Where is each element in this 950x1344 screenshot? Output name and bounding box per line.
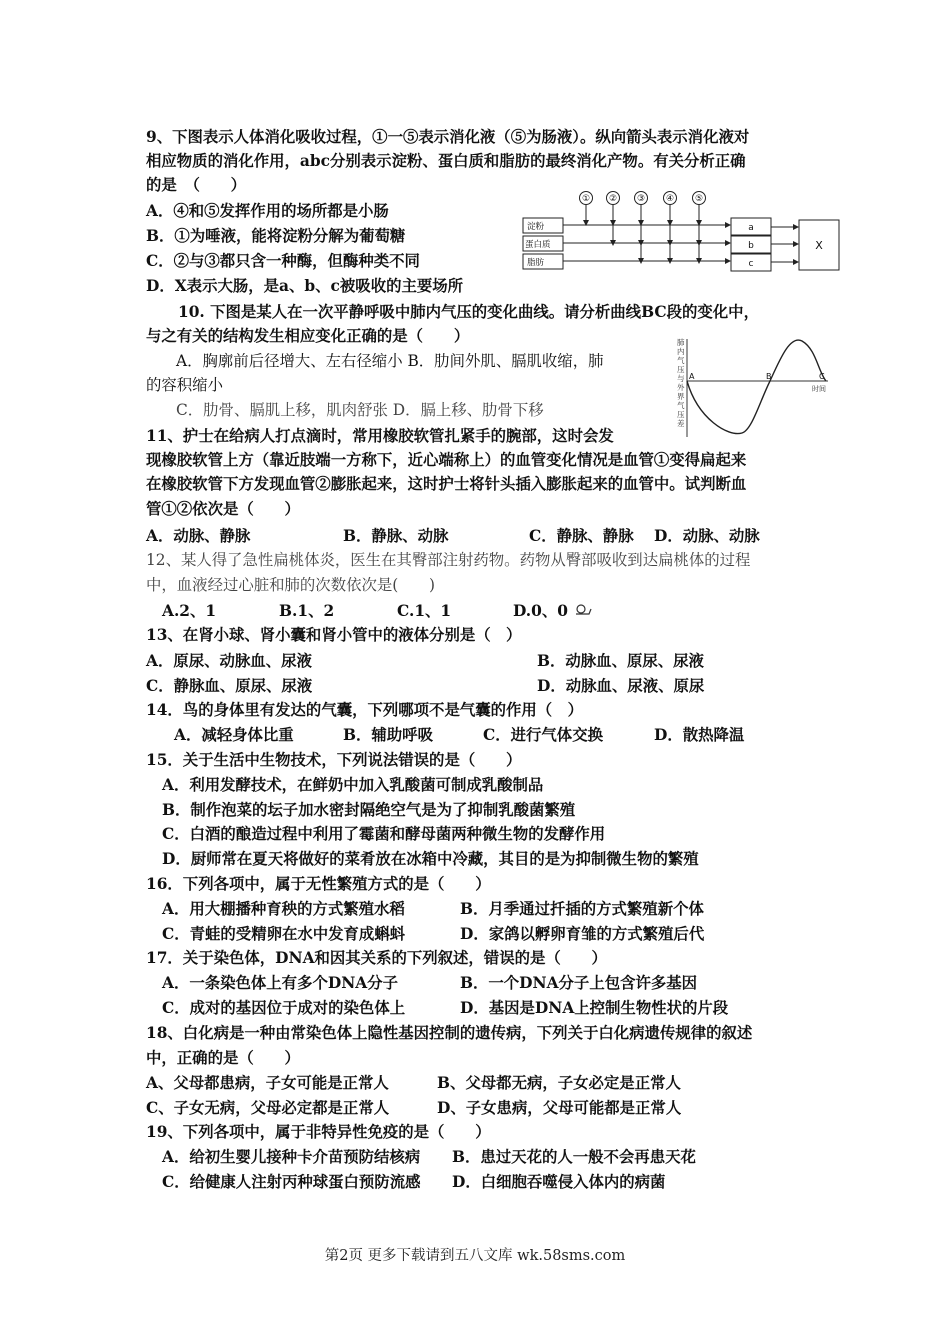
svg-text:气: 气 [677,401,685,410]
q13-stem: 13、在肾小球、肾小囊和肾小管中的液体分别是（ ） [146,626,522,644]
q11-option-b: B．静脉、动脉 [343,527,449,545]
q17-option-c: C．成对的基因位于成对的染色体上 [162,999,406,1017]
diagram-product-b: b [748,241,754,251]
svg-text:压: 压 [677,410,685,419]
q12-option-c: C.1、1 [397,602,452,620]
q10-option-line1: A．胸廓前后径增大、左右径缩小 B．肋间外肌、膈肌收缩，肺 [176,352,604,370]
q15-option-d: D．厨师常在夏天将做好的菜肴放在冰箱中冷藏，其目的是为抑制微生物的繁殖 [162,850,699,868]
q15-stem: 15．关于生活中生物技术，下列说法错误的是（ ） [146,751,522,769]
q9-option-c: C．②与③都只含一种酶，但酶种类不同 [146,252,420,270]
q14-option-d: D．散热降温 [654,726,745,744]
q14-option-a: A．减轻身体比重 [174,726,294,744]
page-footer: 第2页 更多下载请到五八文库 wk.58sms.com [324,1248,626,1264]
diagram-starch-label: 淀粉 [527,222,545,232]
q9-stem-line2: 相应物质的消化作用，abc分别表示淀粉、蛋白质和脂肪的最终消化产物。有关分析正确 [146,152,746,170]
diagram-product-c: c [748,259,754,269]
diagram-num-2: ② [608,194,618,204]
q10-stem-line1: 10. 下图是某人在一次平静呼吸中肺内气压的变化曲线。请分析曲线BC段的变化中， [178,303,759,321]
q17-option-a: A．一条染色体上有多个DNA分子 [162,974,398,992]
q17-option-d: D．基因是DNA上控制生物性状的片段 [460,999,729,1017]
q16-option-b: B．月季通过扦插的方式繁殖新个体 [460,900,704,918]
q18-option-d: D、子女患病，父母可能都是正常人 [437,1099,682,1117]
q19-stem: 19、下列各项中，属于非特异性免疫的是（ ） [146,1123,491,1141]
q19-option-d: D．白细胞吞噬侵入体内的病菌 [452,1173,666,1191]
q10-option-line3: C．肋骨、膈肌上移，肌肉舒张 D．膈上移、肋骨下移 [176,401,544,419]
q9-option-b: B．①为唾液，能将淀粉分解为葡萄糖 [146,227,406,245]
q19-option-a: A．给初生婴儿接种卡介苗预防结核病 [162,1148,421,1166]
q9-option-d: D．X表示大肠，是a、b、c被吸收的主要场所 [146,277,464,295]
svg-text:内: 内 [677,347,685,356]
q12-option-b: B.1、2 [279,602,335,620]
q19-option-c: C．给健康人注射丙种球蛋白预防流感 [162,1173,421,1191]
q18-option-a: A、父母都患病，子女可能是正常人 [146,1074,389,1092]
q12-stem-line2: 中，血液经过心脏和肺的次数依次是( ) [146,576,436,594]
svg-text:与: 与 [677,374,685,383]
svg-text:压: 压 [677,365,685,374]
q9-stem-line1: 9、下图表示人体消化吸收过程，①一⑤表示消化液（⑤为肠液）。纵向箭头表示消化液对 [146,128,750,146]
diagram-num-4: ④ [665,194,675,204]
q13-option-d: D．动脉血、尿液、原尿 [537,677,705,695]
q18-option-b: B、父母都无病，子女必定是正常人 [437,1074,681,1092]
lung-pressure-graph [668,337,836,442]
q9-option-a: A．④和⑤发挥作用的场所都是小肠 [146,202,389,220]
q14-option-b: B．辅助呼吸 [343,726,433,744]
q12-stem-line1: 12、某人得了急性扁桃体炎，医生在其臀部注射药物。药物从臀部吸收到达扁桃体的过程 [146,551,751,569]
svg-text:肺: 肺 [677,338,685,347]
q15-option-a: A．利用发酵技术，在鲜奶中加入乳酸菌可制成乳酸制品 [162,776,544,794]
graph-point-b: B [766,372,772,381]
q12-option-a: A.2、1 [162,602,217,620]
q13-option-b: B．动脉血、原尿、尿液 [537,652,704,670]
q11-stem-line3: 在橡胶软管下方发现血管②膨胀起来，这时护士将针头插入膨胀起来的血管中。试判断血 [146,475,747,493]
q11-option-a: A．动脉、静脉 [146,527,251,545]
digestion-diagram [513,190,843,276]
diagram-product-a: a [748,223,754,233]
q10-option-line2: 的容积缩小 [146,376,223,394]
q16-stem: 16．下列各项中，属于无性繁殖方式的是（ ） [146,875,491,893]
q13-option-a: A．原尿、动脉血、尿液 [146,652,312,670]
diagram-num-3: ③ [636,194,646,204]
q13-option-c: C．静脉血、原尿、尿液 [146,677,313,695]
q9-stem-line3: 的是 （ ） [146,176,247,194]
diagram-num-5: ⑤ [694,194,704,204]
q10-stem-line2: 与之有关的结构发生相应变化正确的是（ ） [146,327,470,345]
q11-option-d: D．动脉、动脉 [654,527,760,545]
diagram-x-label: X [815,239,823,252]
q16-option-c: C．青蛙的受精卵在水中发育成蝌蚪 [162,925,406,943]
q11-stem-line4: 管①②依次是（ ） [146,500,300,518]
q14-stem: 14．鸟的身体里有发达的气囊，下列哪项不是气囊的作用（ ） [146,701,583,719]
q11-stem-line2: 现橡胶软管上方（靠近肢端一方称下，近心端称上）的血管变化情况是血管①变得扁起来 [146,451,747,469]
svg-text:气: 气 [677,356,685,365]
q18-option-c: C、子女无病，父母必定都是正常人 [146,1099,390,1117]
q18-stem-line1: 18、白化病是一种由常染色体上隐性基因控制的遗传病，下列关于白化病遗传规律的叙述 [146,1024,753,1042]
q15-option-c: C．白酒的酿造过程中利用了霉菌和酵母菌两种微生物的发酵作用 [162,825,606,843]
graph-point-c: C [819,372,825,381]
graph-point-a: A [689,372,695,381]
graph-x-label: 时间 [812,385,826,393]
q12-option-d: D.0、0 [513,602,568,620]
snail-icon [574,603,592,617]
svg-text:差: 差 [677,419,685,428]
q17-stem: 17．关于染色体，DNA和因其关系的下列叙述，错误的是（ ） [146,949,607,967]
diagram-protein-label: 蛋白质 [525,240,551,250]
q18-stem-line2: 中，正确的是（ ） [146,1049,300,1067]
q14-option-c: C．进行气体交换 [483,726,603,744]
diagram-fat-label: 脂肪 [527,258,545,268]
q11-stem-line1: 11、护士在给病人打点滴时，常用橡胶软管扎紧手的腕部，这时会发 [146,427,614,445]
svg-text:界: 界 [677,392,685,401]
q19-option-b: B．患过天花的人一般不会再患天花 [452,1148,696,1166]
q11-option-c: C．静脉、静脉 [529,527,634,545]
q15-option-b: B．制作泡菜的坛子加水密封隔绝空气是为了抑制乳酸菌繁殖 [162,801,576,819]
diagram-num-1: ① [581,194,591,204]
svg-text:外: 外 [677,383,685,392]
q16-option-a: A．用大棚播种育秧的方式繁殖水稻 [162,900,405,918]
q16-option-d: D．家鸽以孵卵育雏的方式繁殖后代 [460,925,705,943]
q17-option-b: B．一个DNA分子上包含许多基因 [460,974,698,992]
